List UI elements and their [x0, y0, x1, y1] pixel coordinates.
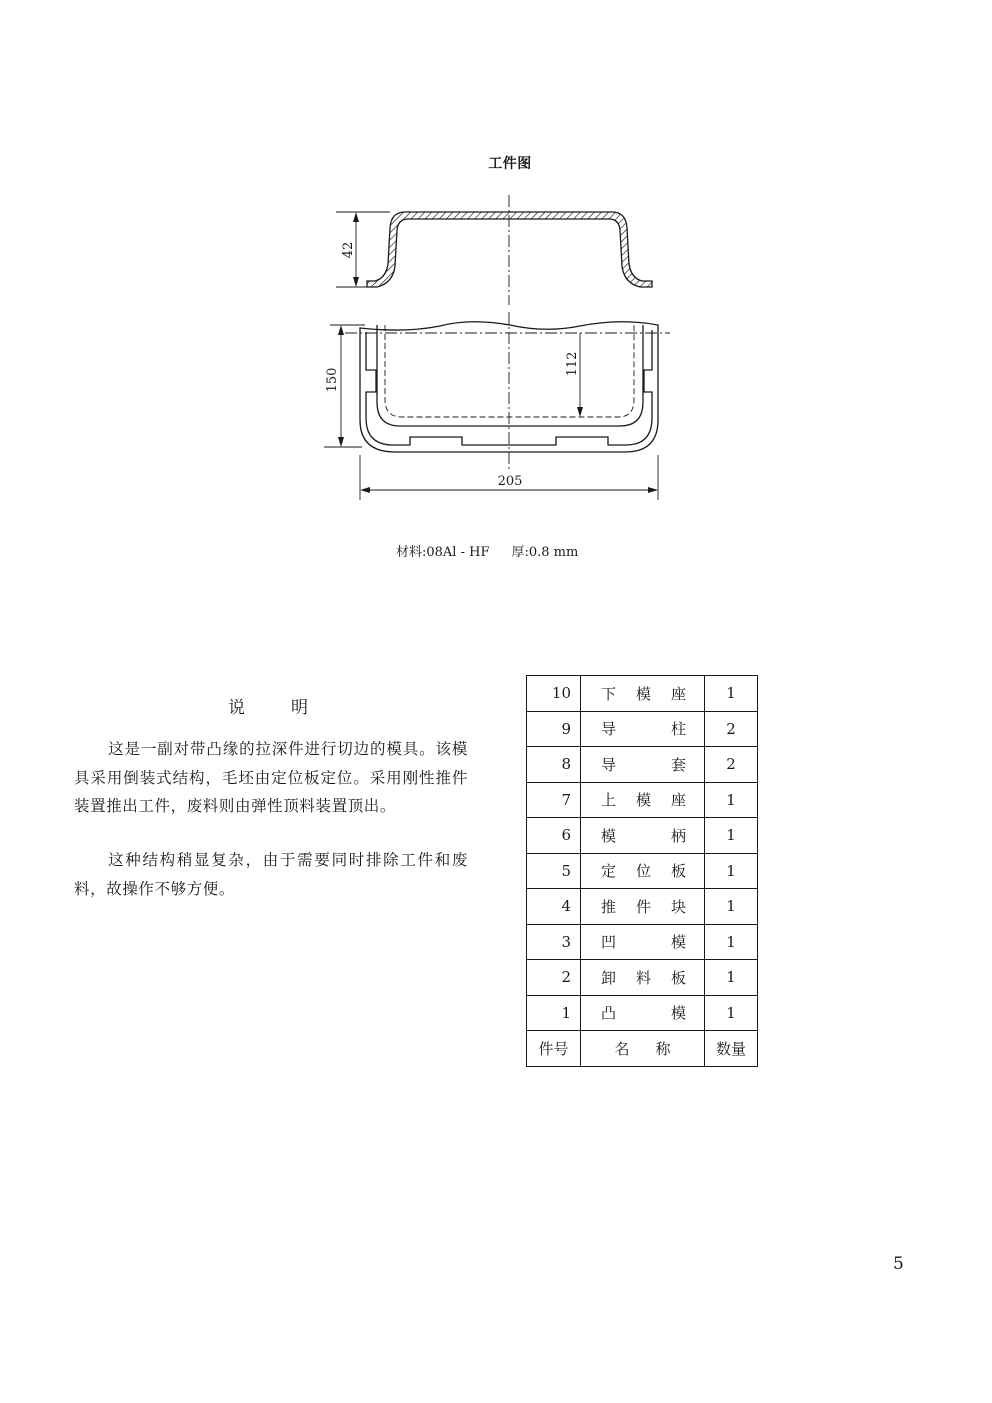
header-name — [581, 1031, 705, 1067]
explanation-paragraph-2: 这种结构稍显复杂，由于需要同时排除工件和废料，故操作不够方便。 — [74, 851, 468, 898]
part-name-char: 模 — [670, 1004, 686, 1023]
part-name-char: 卸 — [601, 968, 617, 987]
part-name — [581, 853, 705, 889]
part-name-char: 位 — [635, 862, 651, 881]
parts-table — [526, 675, 758, 1067]
part-no: 1 — [527, 995, 581, 1031]
header-no: 件号 — [527, 1031, 581, 1067]
parts-table-header — [527, 1031, 758, 1067]
part-name-char: 块 — [670, 897, 686, 916]
header-name-char: 名 — [614, 1039, 630, 1058]
table-row — [527, 960, 758, 996]
part-name-char: 套 — [670, 755, 686, 774]
part-no: 6 — [527, 818, 581, 854]
header-qty: 数量 — [705, 1031, 758, 1067]
table-row — [527, 818, 758, 854]
part-name-char: 凹 — [601, 933, 617, 952]
part-name — [581, 711, 705, 747]
part-name-char: 板 — [670, 968, 686, 987]
dim-42-label: 42 — [341, 241, 356, 259]
part-qty: 1 — [705, 924, 758, 960]
part-name-char: 下 — [601, 684, 617, 703]
part-name-char: 模 — [601, 826, 617, 845]
page-number: 5 — [893, 1254, 904, 1274]
part-name — [581, 889, 705, 925]
part-no: 4 — [527, 889, 581, 925]
part-qty: 1 — [705, 853, 758, 889]
material-spec — [396, 541, 578, 560]
part-name — [581, 676, 705, 712]
part-qty: 1 — [705, 995, 758, 1031]
part-name-char: 件 — [635, 897, 651, 916]
part-qty: 1 — [705, 960, 758, 996]
material-label: 材料:08Al - HF — [396, 545, 490, 560]
part-no: 2 — [527, 960, 581, 996]
table-row — [527, 853, 758, 889]
part-qty: 2 — [705, 747, 758, 783]
part-name-char: 导 — [601, 755, 617, 774]
part-no: 7 — [527, 782, 581, 818]
part-qty: 1 — [705, 782, 758, 818]
part-name — [581, 818, 705, 854]
part-no: 3 — [527, 924, 581, 960]
table-row — [527, 711, 758, 747]
table-row — [527, 924, 758, 960]
part-name — [581, 782, 705, 818]
part-name-char: 推 — [601, 897, 617, 916]
part-no: 10 — [527, 676, 581, 712]
dim-150-label: 150 — [325, 367, 340, 393]
thickness-label: 厚:0.8 mm — [511, 545, 579, 560]
part-name-char: 模 — [670, 933, 686, 952]
part-qty: 2 — [705, 711, 758, 747]
part-name-char: 座 — [670, 791, 686, 810]
plan-view — [345, 312, 670, 470]
part-no: 8 — [527, 747, 581, 783]
part-qty: 1 — [705, 818, 758, 854]
part-name-char: 凸 — [601, 1004, 617, 1023]
part-name-char: 模 — [635, 684, 651, 703]
part-name — [581, 924, 705, 960]
dim-205-label: 205 — [497, 474, 523, 489]
part-name — [581, 960, 705, 996]
part-qty: 1 — [705, 676, 758, 712]
header-name-char: 称 — [655, 1039, 671, 1058]
explanation-paragraph-1: 这是一副对带凸缘的拉深件进行切边的模具。该模具采用倒装式结构，毛坯由定位板定位。采用刚性推件装置推出工件，废料则由弹性顶料装置顶出。 — [74, 740, 468, 815]
section-view — [336, 195, 652, 305]
table-row — [527, 889, 758, 925]
part-no: 9 — [527, 711, 581, 747]
part-name — [581, 747, 705, 783]
table-row — [527, 782, 758, 818]
part-name-char: 模 — [635, 791, 651, 810]
explanation-title: 说明 — [228, 698, 354, 718]
table-row — [527, 995, 758, 1031]
dim-150 — [324, 325, 365, 447]
workpiece-drawing — [0, 0, 992, 600]
figure-title: 工件图 — [488, 156, 532, 172]
part-name-char: 上 — [601, 791, 617, 810]
part-qty: 1 — [705, 889, 758, 925]
table-row — [527, 676, 758, 712]
part-name-char: 导 — [601, 720, 617, 739]
part-name-char: 料 — [635, 968, 651, 987]
part-no: 5 — [527, 853, 581, 889]
part-name-char: 柱 — [670, 720, 686, 739]
dim-112 — [565, 333, 583, 417]
dim-112-label: 112 — [565, 351, 580, 377]
part-name-char: 板 — [670, 862, 686, 881]
part-name — [581, 995, 705, 1031]
part-name-char: 座 — [670, 684, 686, 703]
table-row — [527, 747, 758, 783]
part-name-char: 定 — [601, 862, 617, 881]
part-name-char: 柄 — [670, 826, 686, 845]
